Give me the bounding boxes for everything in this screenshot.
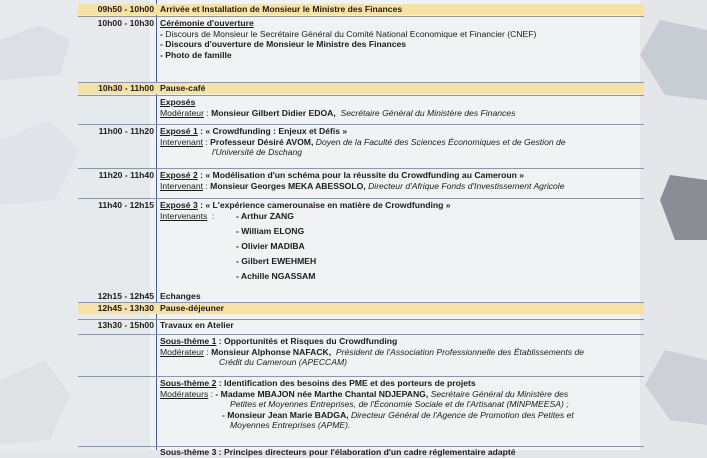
row-content (160, 18, 644, 60)
talk-label: Exposé 1 (160, 126, 198, 136)
list-item: - Discours d'ouverture de Monsieur le Ministre des Finances (160, 39, 407, 49)
list-item: - Discours de Monsieur le Secrétaire Général du Comité National Economique et Financier (CNEF) (160, 28, 537, 39)
speaker-name: - Arthur ZANG (236, 210, 294, 221)
schedule-row (78, 168, 644, 193)
time-slot: 11h00 - 11h20 (98, 126, 154, 136)
field-label: Intervenants (160, 210, 208, 221)
row-content: Sous-thème 3 : Principes directeurs pour l'élaboration d'un cadre réglementaire adapté (160, 447, 516, 457)
section-title: Cérémonie d'ouverture (160, 18, 254, 28)
row-content: Pause-café (160, 83, 206, 93)
talk-label: Exposé 2 (160, 170, 198, 180)
field-label: Modérateurs (160, 388, 209, 399)
person-role-cont: Crédit du Cameroun (APECCAM) (219, 357, 347, 367)
time-slot: 11h40 - 12h15 (98, 200, 154, 210)
row-content: Exposé 3 : « L'expérience camerounaise en matière de Crowdfunding » Intervenants : - Arthur ZANG - William ELONG - Olivier MADIBA - Gilbert EWEHMEH - Achille NGASSAM (160, 200, 451, 281)
section-title: Exposés (160, 97, 196, 107)
field-label: Intervenant (160, 180, 203, 191)
schedule-row (78, 16, 644, 73)
row-content: Arrivée et Installation de Monsieur le Ministre des Finances (160, 4, 403, 14)
time-slot: 10h30 - 11h00 (98, 83, 154, 93)
subtheme-label: Sous-thème 2 (160, 378, 217, 388)
person-name: - Monsieur Jean Marie BADGA, (222, 409, 349, 420)
person-name: Monsieur Georges MEKA ABESSOLO, (210, 180, 366, 191)
field-label: Intervenant (160, 136, 203, 147)
talk-title: « L'expérience camerounaise en matière de Crowdfunding » (205, 200, 451, 210)
talk-label: Exposé 3 (160, 200, 198, 210)
person-role: Président de l'Association Professionnelle des Établissements de (335, 346, 585, 357)
talk-title: « Modélisation d'un schéma pour la réussite du Crowdfunding au Cameroun » (205, 170, 525, 180)
person-role-cont: Petites et Moyennes Entreprises, de l'Économie Sociale et de l'Artisanat (MINPMEESA) ; (230, 399, 569, 409)
schedule-row (78, 319, 644, 331)
schedule-row (78, 334, 644, 373)
programme-document (78, 0, 644, 457)
schedule-row (78, 4, 644, 15)
speaker-name: - Gilbert EWEHMEH (236, 255, 317, 266)
person-name: Professeur Désiré AVOM, (210, 136, 314, 147)
speaker-name: - Achille NGASSAM (236, 270, 316, 281)
person-role: Secrétaire Général du Ministère des Finances (340, 107, 516, 118)
row-content: Exposé 2 : « Modélisation d'un schéma pour la réussite du Crowdfunding au Cameroun » Intervenant : Monsieur Georges MEKA ABESSOLO, Directeur d'Afrique Fonds d'Investissement Agricole (160, 170, 565, 191)
schedule-row (78, 302, 644, 314)
person-role: Doyen de la Faculté des Sciences Économiques et de Gestion de (315, 136, 566, 147)
subtheme-title: Opportunités et Risques du Crowdfunding (224, 336, 398, 346)
person-role-cont: l'Université de Dschang (212, 147, 303, 157)
field-label: Modérateur (160, 346, 204, 357)
schedule-row (78, 291, 644, 302)
person-name: Monsieur Alphonse NAFACK, (211, 346, 332, 357)
time-slot: 12h15 - 12h45 (97, 291, 154, 301)
row-content: Exposés Modérateur : Monsieur Gilbert Didier EDOA, Secrétaire Général du Ministère des Finances (160, 97, 516, 118)
time-slot: 10h00 - 10h30 (97, 18, 154, 28)
subtheme-label: Sous-thème 1 (160, 336, 217, 346)
row-content: Exposé 1 : « Crowdfunding : Enjeux et Défis » Intervenant : Professeur Désiré AVOM, Doyen de la Faculté des Sciences Économiques et de Gestion de l'Université de Dschang (160, 126, 644, 158)
row-content: Sous-thème 2 : Identification des besoins des PME et des porteurs de projets Modérateurs : - Madame MBAJON née Marthe Chantal NDJEPANG, Secrétaire Général du Ministère des Petites et Moyennes Entreprises, de l'Économie Sociale et de l'Artisanat (MINPMEESA) ; - Monsieur Jean Marie BADGA, Directeur Général de l'Agence de Promotion des Petites et Moyennes Entreprises (APME). (160, 378, 644, 431)
row-content: Travaux en Atelier (160, 320, 234, 330)
row-content: Sous-thème 1 : Opportunités et Risques du Crowdfunding Modérateur : Monsieur Alphonse NAFACK, Président de l'Association Professionnelle des Établissements de Crédit du Cameroun (APECCAM) (160, 336, 644, 368)
speaker-name: - Olivier MADIBA (236, 240, 305, 251)
schedule-row (78, 198, 644, 289)
subtheme-title: Identification des besoins des PME et des porteurs de projets (224, 378, 476, 388)
person-role: Secrétaire Général du Ministère des (430, 388, 569, 399)
person-name: - Madame MBAJON née Marthe Chantal NDJEPANG, (215, 388, 429, 399)
person-role: Directeur d'Afrique Fonds d'Investissement Agricole (368, 180, 565, 191)
list-item: - Photo de famille (160, 49, 232, 60)
speaker-name: - William ELONG (236, 225, 305, 236)
time-slot: 11h20 - 11h40 (98, 170, 154, 180)
schedule-row (78, 95, 644, 120)
time-slot: 13h30 - 15h00 (97, 320, 154, 330)
schedule-row (78, 446, 644, 457)
schedule-row (78, 82, 644, 94)
time-slot: 12h45 - 13h30 (97, 303, 154, 313)
row-content: Echanges (160, 291, 201, 301)
person-role: Directeur Général de l'Agence de Promotion des Petites et (350, 409, 574, 420)
talk-title: « Crowdfunding : Enjeux et Défis » (205, 126, 348, 136)
person-role-cont: Moyennes Entreprises (APME). (230, 420, 351, 430)
time-slot: 09h50 - 10h00 (97, 4, 154, 14)
schedule-row (78, 376, 644, 447)
schedule-row (78, 124, 644, 167)
row-content: Pause-déjeuner (160, 303, 224, 313)
person-name: Monsieur Gilbert Didier EDOA, (211, 107, 336, 118)
field-label: Modérateur (160, 107, 204, 118)
